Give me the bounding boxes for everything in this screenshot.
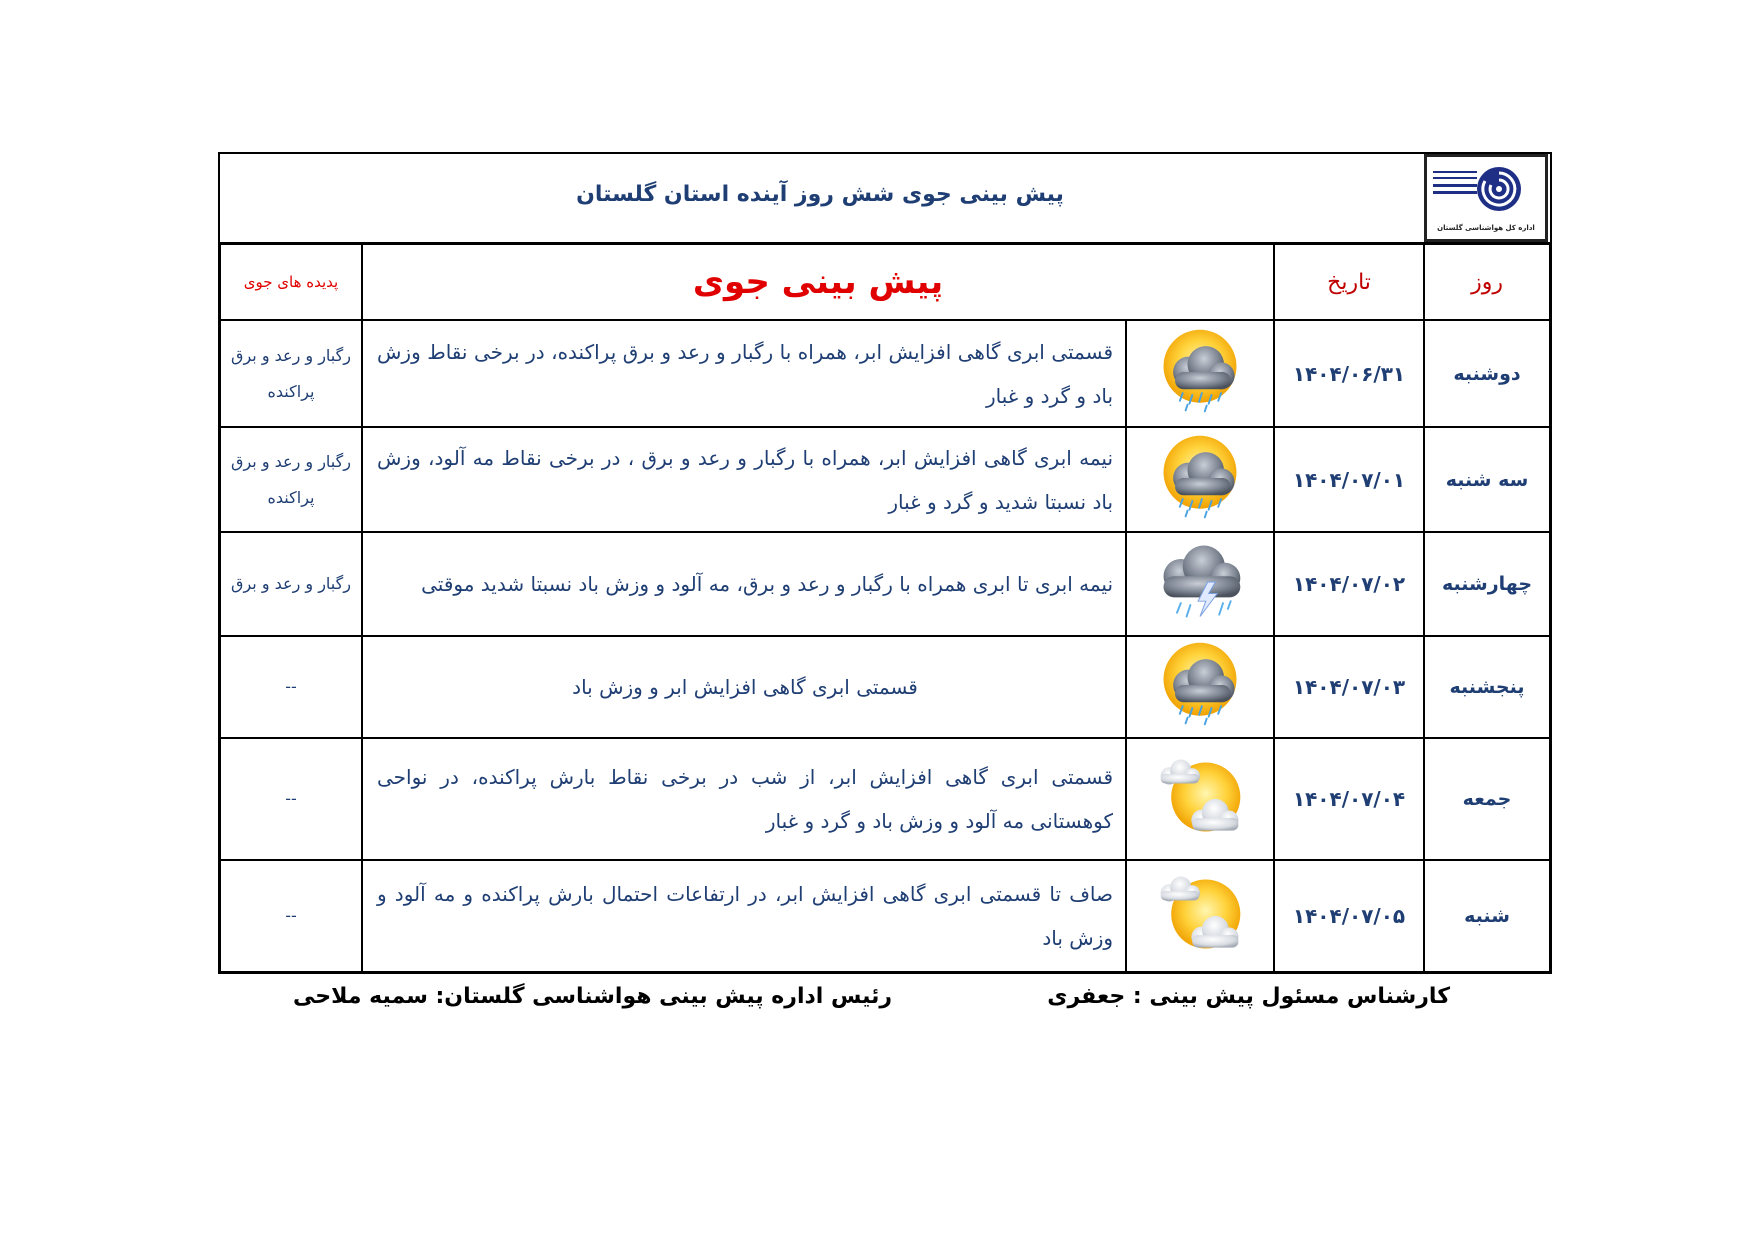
row-day: جمعه [1424, 738, 1550, 860]
row-hazard: -- [220, 860, 362, 972]
header-day: روز [1424, 244, 1550, 320]
row-forecast: صاف تا قسمتی ابری گاهی افزایش ابر، در ارتفاعات احتمال بارش پراکنده و مه آلود و وزش باد [362, 860, 1126, 972]
weather-icon-cell [1126, 860, 1274, 972]
page-title: پیش بینی جوی شش روز آینده استان گلستان [576, 182, 1064, 207]
partly-cloudy-icon [1152, 866, 1248, 962]
row-date: ۱۴۰۴/۰۷/۰۲ [1274, 532, 1424, 636]
partly-cloudy-icon [1152, 749, 1248, 845]
table-row [220, 860, 1550, 972]
forecast-sheet [218, 152, 1552, 974]
weather-icon-cell [1126, 636, 1274, 738]
row-hazard: رگبار و رعد و برق [220, 532, 362, 636]
weather-icon-cell [1126, 427, 1274, 532]
row-date: ۱۴۰۴/۰۷/۰۱ [1274, 427, 1424, 532]
row-forecast: نیمه ابری تا ابری همراه با رگبار و رعد و برق، مه آلود و وزش باد نسبتا شدید موقتی [362, 532, 1126, 636]
row-day: سه شنبه [1424, 427, 1550, 532]
weather-icon-cell [1126, 532, 1274, 636]
sun-cloud-rain-icon [1152, 430, 1248, 526]
logo-emblem-icon [1433, 167, 1521, 211]
row-day: چهارشنبه [1424, 532, 1550, 636]
row-hazard: رگبار و رعد و برق پراکنده [220, 427, 362, 532]
weather-icon-cell [1126, 738, 1274, 860]
row-day: شنبه [1424, 860, 1550, 972]
row-hazard: -- [220, 636, 362, 738]
table-row [220, 427, 1550, 532]
header-date: تاریخ [1274, 244, 1424, 320]
forecaster-signature: کارشناس مسئول پیش بینی : جعفری [1047, 984, 1450, 1009]
header-hazard: پدیده های جوی [220, 244, 362, 320]
row-hazard: -- [220, 738, 362, 860]
table-row [220, 320, 1550, 427]
table-row [220, 738, 1550, 860]
row-date: ۱۴۰۴/۰۶/۳۱ [1274, 320, 1424, 427]
sun-cloud-rain-icon [1152, 324, 1248, 420]
row-forecast: قسمتی ابری گاهی افزایش ابر و وزش باد [362, 636, 1126, 738]
meteorological-organization-logo [1424, 154, 1548, 242]
table-header-row [220, 244, 1550, 320]
header-forecast: پیش بینی جوی [362, 244, 1274, 320]
department-head-signature: رئیس اداره پیش بینی هواشناسی گلستان: سمیه ملاحی [293, 984, 892, 1009]
sun-cloud-rain-icon [1152, 637, 1248, 733]
row-date: ۱۴۰۴/۰۷/۰۵ [1274, 860, 1424, 972]
table-row [220, 636, 1550, 738]
table-row [220, 532, 1550, 636]
svg-text:اداره کل هواشناسی گلستان: اداره کل هواشناسی گلستان [1437, 224, 1535, 232]
row-forecast: قسمتی ابری گاهی افزایش ابر، از شب در برخی نقاط بارش پراکنده، در نواحی کوهستانی مه آلود و وزش باد و گرد و غبار [362, 738, 1126, 860]
weather-icon-cell [1126, 320, 1274, 427]
row-date: ۱۴۰۴/۰۷/۰۳ [1274, 636, 1424, 738]
row-day: پنجشنبه [1424, 636, 1550, 738]
forecast-table [218, 242, 1552, 974]
row-day: دوشنبه [1424, 320, 1550, 427]
row-forecast: نیمه ابری گاهی افزایش ابر، همراه با رگبار و رعد و برق ، در برخی نقاط مه آلود، وزش باد نسبتا شدید و گرد و غبار [362, 427, 1126, 532]
title-bar [218, 152, 1552, 242]
row-hazard: رگبار و رعد و برق پراکنده [220, 320, 362, 427]
row-date: ۱۴۰۴/۰۷/۰۴ [1274, 738, 1424, 860]
thunderstorm-icon [1152, 534, 1248, 630]
row-forecast: قسمتی ابری گاهی افزایش ابر، همراه با رگبار و رعد و برق پراکنده، در برخی نقاط وزش باد و گرد و غبار [362, 320, 1126, 427]
